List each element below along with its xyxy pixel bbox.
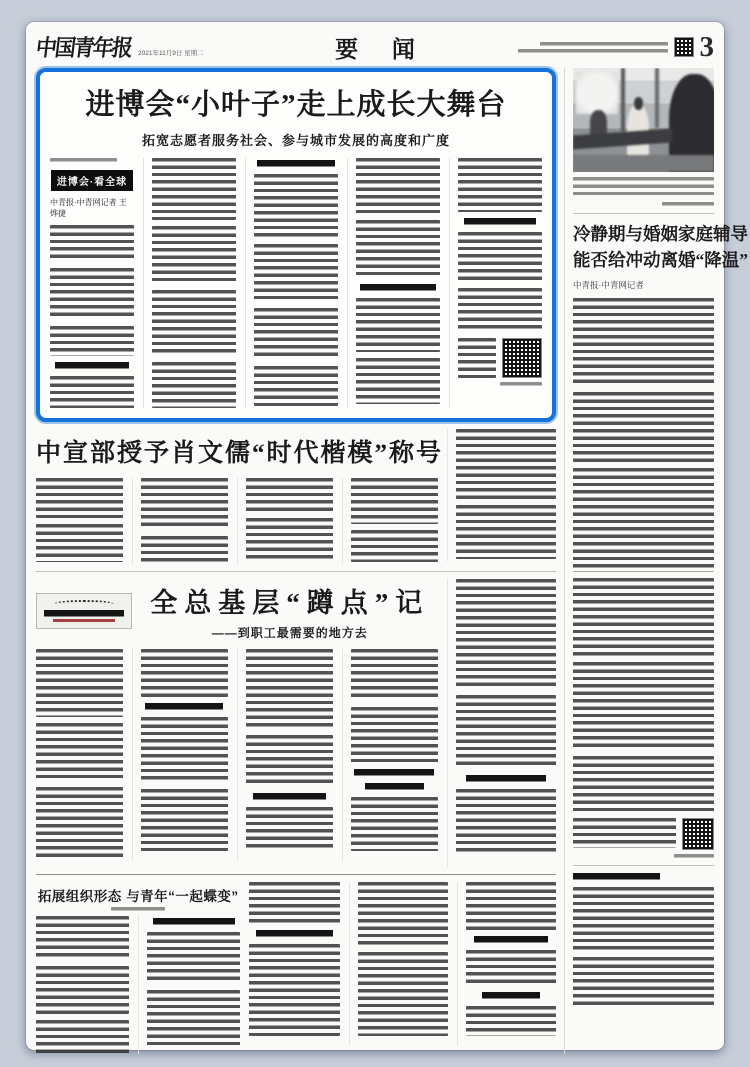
greeked-text — [36, 916, 129, 960]
story4-column-1 — [36, 916, 129, 1054]
greeked-text — [573, 957, 714, 1009]
story2-main — [36, 429, 444, 564]
photo-window-light — [576, 72, 618, 114]
greeked-text — [356, 298, 440, 352]
section-divider — [36, 874, 556, 875]
masthead-logo: 中国青年报 — [34, 35, 133, 62]
greeked-text — [246, 478, 333, 512]
photo-figure-center-head — [634, 97, 644, 109]
greeked-text — [573, 392, 714, 462]
greeked-text — [50, 268, 134, 320]
lead-column-3 — [245, 158, 338, 408]
greeked-credit — [662, 202, 714, 206]
greeked-text — [573, 662, 714, 750]
banner-figures-arc — [54, 600, 113, 608]
greeked-text — [351, 649, 438, 701]
greeked-text — [141, 717, 228, 783]
greeked-subhead — [360, 284, 436, 292]
greeked-text — [351, 478, 438, 524]
lead-kicker: 进博会·看全球 — [50, 169, 134, 192]
greeked-subhead — [354, 769, 434, 777]
greeked-text — [351, 797, 438, 851]
greeked-text — [50, 326, 134, 356]
greeked-text — [36, 649, 123, 717]
greeked-text — [246, 518, 333, 562]
story2-headline: 中宣部授予肖文儒“时代楷模”称号 — [36, 440, 444, 467]
story4-column-2 — [138, 916, 240, 1054]
greeked-text — [152, 362, 236, 408]
greeked-text — [466, 1006, 556, 1036]
sidebar-qr-row — [573, 818, 714, 850]
greeked-text — [466, 882, 556, 930]
story3-main — [36, 579, 438, 867]
lead-byline: 中青报·中青网记者 王烨捷 — [50, 198, 127, 218]
greeked-text — [458, 338, 496, 378]
greeked-text — [36, 723, 123, 781]
greeked-subhead — [482, 992, 540, 1000]
greeked-text — [456, 429, 556, 499]
main-area — [36, 68, 556, 1054]
lead-story-box — [36, 68, 556, 422]
greeked-text — [147, 932, 240, 984]
story4-left-columns — [36, 916, 240, 1054]
lead-qr-row — [458, 338, 542, 378]
greeked-text — [152, 158, 236, 220]
story3-column-1 — [36, 649, 123, 861]
greeked-text — [141, 789, 228, 851]
greeked-text — [458, 232, 542, 282]
greeked-text — [246, 649, 333, 729]
lead-headline: 进博会“小叶子”走上成长大舞台 — [85, 89, 507, 121]
greeked-text — [254, 244, 338, 302]
header-meta — [489, 30, 714, 63]
story3-columns — [36, 649, 438, 861]
greeked-text — [351, 707, 438, 763]
greeked-text — [246, 807, 333, 851]
photo-window-frame — [655, 68, 659, 128]
greeked-text — [141, 478, 228, 530]
greeked-subhead — [256, 930, 334, 938]
page-number: 3 — [699, 30, 714, 63]
section-title: 要 闻 — [335, 36, 429, 62]
sidebar-headline — [573, 221, 748, 274]
photo-caption — [573, 177, 714, 206]
story2-column-4 — [342, 478, 438, 564]
greeked-subhead — [464, 218, 536, 226]
lead-columns — [50, 158, 542, 408]
greeked-text — [573, 818, 676, 848]
greeked-subhead — [365, 783, 424, 791]
greeked-subhead — [474, 936, 548, 944]
sidebar-column — [564, 68, 748, 1054]
greeked-text — [36, 524, 123, 562]
greeked-text — [356, 158, 440, 214]
story2-section — [36, 429, 556, 564]
story2-columns — [36, 478, 438, 564]
lead-deck: 拓宽志愿者服务社会、参与城市发展的高度和广度 — [141, 133, 450, 148]
greeked-text — [254, 366, 338, 406]
greeked-text — [456, 789, 556, 855]
greeked-text — [466, 950, 556, 986]
sidebar-divider — [573, 213, 714, 214]
lead-qr-code — [502, 338, 542, 378]
greeked-text — [249, 944, 339, 1036]
greeked-text — [152, 290, 236, 356]
greeked-subhead — [573, 873, 660, 881]
greeked-text — [152, 226, 236, 284]
greeked-text — [36, 787, 123, 859]
greeked-text — [456, 695, 556, 769]
photo-window-frame — [621, 68, 625, 132]
section-divider — [36, 571, 556, 572]
dateline: 2021年11月9日 星期二 — [138, 50, 204, 57]
greeked-text — [356, 358, 440, 404]
greeked-banner-title — [44, 610, 123, 617]
greeked-text — [249, 882, 339, 924]
greeked-text — [456, 505, 556, 559]
greeked-text — [573, 756, 714, 812]
greeked-subhead — [253, 793, 326, 801]
masthead-block — [36, 32, 261, 62]
greeked-text — [50, 376, 134, 408]
story4-section — [36, 882, 556, 1054]
greeked-text — [147, 990, 240, 1048]
photo-floor — [573, 155, 714, 172]
sidebar-headline-line2: 能否给冲动离婚“降温” — [573, 250, 748, 271]
story2-column-3 — [237, 478, 333, 564]
greeked-text — [246, 735, 333, 787]
page-content — [36, 68, 748, 1054]
news-photo — [573, 68, 714, 172]
newspaper-page — [26, 22, 748, 1050]
story3-deck: ——到职工最需要的地方去 — [211, 626, 368, 640]
story3-headline: 全总基层“蹲点”记 — [150, 588, 430, 618]
photo-counter-band — [573, 129, 672, 149]
header-qr-icon — [674, 37, 694, 57]
greeked-text — [50, 225, 134, 262]
story3-title-block — [142, 581, 438, 641]
greeked-caption — [500, 382, 542, 386]
story3-column-3 — [237, 649, 333, 861]
greeked-text — [356, 220, 440, 278]
story2-column-2 — [132, 478, 228, 564]
greeked-text — [458, 288, 542, 332]
lead-column-5 — [449, 158, 542, 408]
story2-column-1 — [36, 478, 123, 564]
greeked-text — [518, 49, 668, 53]
greeked-subhead — [145, 703, 223, 711]
lead-column-2 — [143, 158, 236, 408]
editor-credits — [518, 42, 668, 53]
greeked-text — [458, 158, 542, 212]
greeked-text — [254, 308, 338, 360]
story4-column-5 — [457, 882, 556, 1046]
greeked-text — [573, 578, 714, 656]
greeked-text — [358, 882, 448, 946]
greeked-caption — [573, 177, 714, 199]
greeked-text — [573, 298, 714, 386]
greeked-subhead — [55, 362, 129, 370]
greeked-text — [36, 478, 123, 518]
story4-main — [36, 882, 240, 1054]
greeked-text — [141, 649, 228, 697]
lead-column-4 — [347, 158, 440, 408]
greeked-text — [254, 174, 338, 238]
banner-red-line — [53, 619, 114, 622]
story3-column-5 — [447, 579, 556, 867]
story2-column-5 — [447, 429, 556, 561]
greeked-text — [36, 966, 129, 1014]
greeked-text — [573, 468, 714, 572]
story4-headline: 拓展组织形态 与青年“一起蝶变” — [37, 889, 239, 904]
greeked-text — [540, 42, 668, 46]
campaign-banner-logo — [36, 593, 132, 629]
greeked-text — [456, 579, 556, 689]
page-header — [36, 30, 714, 64]
greeked-subhead — [153, 918, 235, 926]
story3-section — [36, 579, 556, 867]
story4-right-columns — [249, 882, 556, 1046]
story4-column-4 — [349, 882, 448, 1046]
sidebar-divider — [573, 865, 714, 866]
story3-header — [36, 581, 438, 641]
greeked-text — [50, 158, 117, 163]
greeked-text — [358, 952, 448, 1036]
greeked-subhead — [257, 160, 334, 168]
sidebar-qr-code — [682, 818, 714, 850]
greeked-note — [111, 907, 165, 911]
greeked-caption — [674, 854, 714, 858]
greeked-text — [573, 887, 714, 951]
lead-column-1 — [50, 158, 134, 408]
sidebar-headline-line1: 冷静期与婚姻家庭辅导 — [573, 224, 748, 244]
sidebar-byline: 中青报·中青网记者 — [573, 279, 644, 290]
story3-column-2 — [132, 649, 228, 861]
greeked-text — [351, 530, 438, 562]
story3-column-4 — [342, 649, 438, 861]
greeked-text — [36, 1020, 129, 1054]
greeked-subhead — [466, 775, 546, 783]
story4-right — [249, 882, 556, 1054]
story4-column-3 — [249, 882, 339, 1046]
greeked-text — [141, 536, 228, 562]
